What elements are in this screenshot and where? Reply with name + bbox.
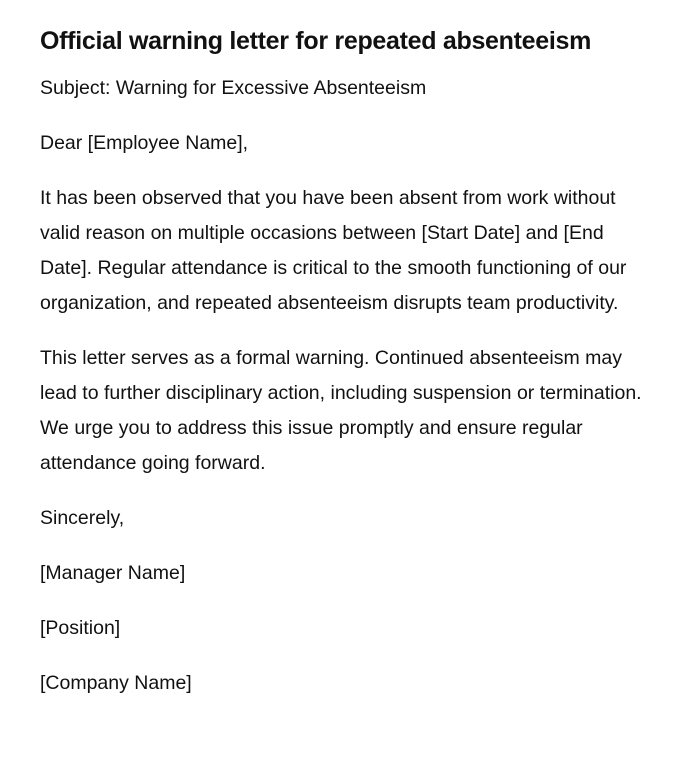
letter-closing: Sincerely, [40,507,125,529]
letter-title: Official warning letter for repeated absenteeism [40,27,592,55]
letter-body-paragraph: This letter serves as a formal warning. Continued absenteeism may lead to further disciplinary action, including suspension or termination. We urge you to address this issue promptly and ensure regular attendance going forward. [40,347,642,474]
letter-subject: Subject: Warning for Excessive Absenteeism [40,77,427,99]
letter-greeting: Dear [Employee Name], [40,132,249,154]
signature-position: [Position] [40,617,121,639]
letter-body-paragraph: It has been observed that you have been absent from work without valid reason on multiple occasions between [Start Date] and [End Date]. Regular attendance is critical to the smooth functioning of our organization, and repeated absenteeism disrupts team productivity. [40,187,627,314]
signature-name: [Manager Name] [40,562,186,584]
signature-company: [Company Name] [40,672,192,694]
